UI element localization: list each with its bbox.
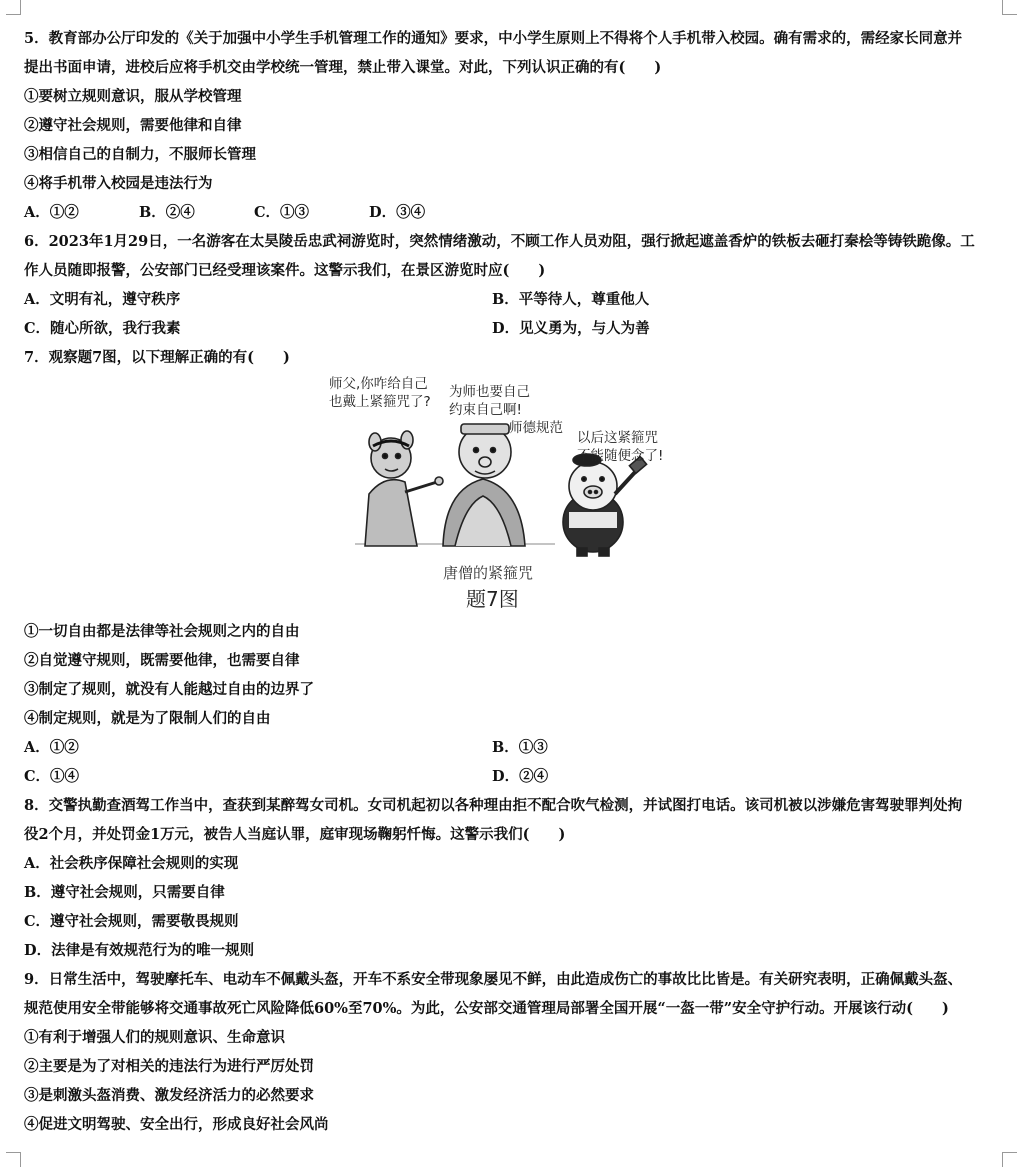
- pig-speech-line1: 以后这紧箍咒: [577, 430, 658, 446]
- q5-option-d: D．③④: [369, 204, 426, 221]
- figure-caption: 唐僧的紧箍咒: [443, 564, 534, 582]
- q9-stem-line1: 9．日常生活中，驾驶摩托车、电动车不佩戴头盔，开车不系安全带现象屡见不鲜，由此造成伤亡的事故比比皆是。有关研究表明，正确佩戴头盔、: [24, 971, 963, 988]
- q5-stem-line2: 提出书面申请，进校后应将手机交由学校统一管理，禁止带入课堂。对此，下列认识正确的有( ): [24, 59, 662, 76]
- q9-item-1: ①有利于增强人们的规则意识、生命意识: [24, 1029, 285, 1046]
- monk-speech-line2: 约束自己啊!: [449, 402, 522, 418]
- q7-option-b: B．①③: [492, 739, 548, 756]
- q8-stem-line2: 役2个月，并处罚金1万元，被告人当庭认罪，庭审现场鞠躬忏悔。这警示我们( ): [24, 826, 566, 843]
- pig-speech-line2: 不能随便念了!: [577, 448, 664, 464]
- q7-stem: 7．观察题7图，以下理解正确的有( ): [24, 349, 290, 366]
- q5-item-2: ②遵守社会规则，需要他律和自律: [24, 117, 242, 134]
- q7-option-a: A．①②: [24, 739, 79, 756]
- q5-option-c: C．①③: [254, 204, 310, 221]
- q6-stem-line2: 作人员随即报警，公安部门已经受理该案件。这警示我们，在景区游览时应( ): [24, 262, 546, 279]
- page-corner-mark: [1002, 1152, 1017, 1167]
- q5-item-4: ④将手机带入校园是违法行为: [24, 175, 213, 192]
- figure-title: 题7图: [466, 587, 519, 611]
- q5-option-a: A．①②: [24, 204, 79, 221]
- q6-option-b: B．平等待人，尊重他人: [492, 291, 650, 308]
- q5-item-1: ①要树立规则意识，服从学校管理: [24, 88, 242, 105]
- pig-character: [563, 454, 647, 556]
- q9-stem-line2: 规范使用安全带能够将交通事故死亡风险降低60%至70%。为此，公安部交通管理局部署全国开展“一盔一带”安全守护行动。开展该行动( ): [24, 1000, 949, 1017]
- q8-stem-line1: 8．交警执勤查酒驾工作当中，查获到某醉驾女司机。女司机起初以各种理由拒不配合吹气检测，并试图打电话。该司机被以涉嫌危害驾驶罪判处拘: [24, 797, 963, 814]
- q9-item-4: ④促进文明驾驶、安全出行，形成良好社会风尚: [24, 1116, 329, 1133]
- monkey-speech-line2: 也戴上紧箍咒了?: [329, 394, 431, 410]
- q5-option-b: B．②④: [139, 204, 195, 221]
- q6-option-c: C．随心所欲，我行我素: [24, 320, 181, 337]
- q7-option-c: C．①④: [24, 768, 80, 785]
- hat-label: 师德规范: [509, 420, 563, 436]
- q7-item-2: ②自觉遵守规则，既需要他律，也需要自律: [24, 652, 300, 669]
- q6-stem-line1: 6．2023年1月29日，一名游客在太昊陵岳忠武祠游览时，突然情绪激动，不顾工作人员劝阻，强行掀起遮盖香炉的铁板去砸打秦桧等铸铁跪像。工: [24, 233, 975, 250]
- monk-character: [443, 424, 525, 546]
- q8-option-a: A．社会秩序保障社会规则的实现: [24, 855, 239, 872]
- q8-option-d: D．法律是有效规范行为的唯一规则: [24, 942, 255, 959]
- q6-option-d: D．见义勇为，与人为善: [492, 320, 650, 337]
- cartoon-figure: [325, 374, 695, 614]
- q7-item-1: ①一切自由都是法律等社会规则之内的自由: [24, 623, 300, 640]
- page-corner-mark: [1002, 0, 1017, 15]
- q7-item-4: ④制定规则，就是为了限制人们的自由: [24, 710, 271, 727]
- page-corner-mark: [6, 1152, 21, 1167]
- q5-stem-line1: 5．教育部办公厅印发的《关于加强中小学生手机管理工作的通知》要求，中小学生原则上不得将个人手机带入校园。确有需求的，需经家长同意并: [24, 30, 963, 47]
- monkey-character: [365, 431, 443, 546]
- monkey-speech-line1: 师父,你咋给自己: [329, 376, 428, 392]
- page-corner-mark: [6, 0, 21, 15]
- q8-option-b: B．遵守社会规则，只需要自律: [24, 884, 225, 901]
- q9-item-2: ②主要是为了对相关的违法行为进行严厉处罚: [24, 1058, 314, 1075]
- q9-item-3: ③是刺激头盔消费、激发经济活力的必然要求: [24, 1087, 314, 1104]
- q7-item-3: ③制定了规则，就没有人能越过自由的边界了: [24, 681, 314, 698]
- q7-option-d: D．②④: [492, 768, 549, 785]
- q6-option-a: A．文明有礼，遵守秩序: [24, 291, 181, 308]
- q8-option-c: C．遵守社会规则，需要敬畏规则: [24, 913, 239, 930]
- q5-item-3: ③相信自己的自制力，不服师长管理: [24, 146, 256, 163]
- monk-speech-line1: 为师也要自己: [449, 384, 530, 400]
